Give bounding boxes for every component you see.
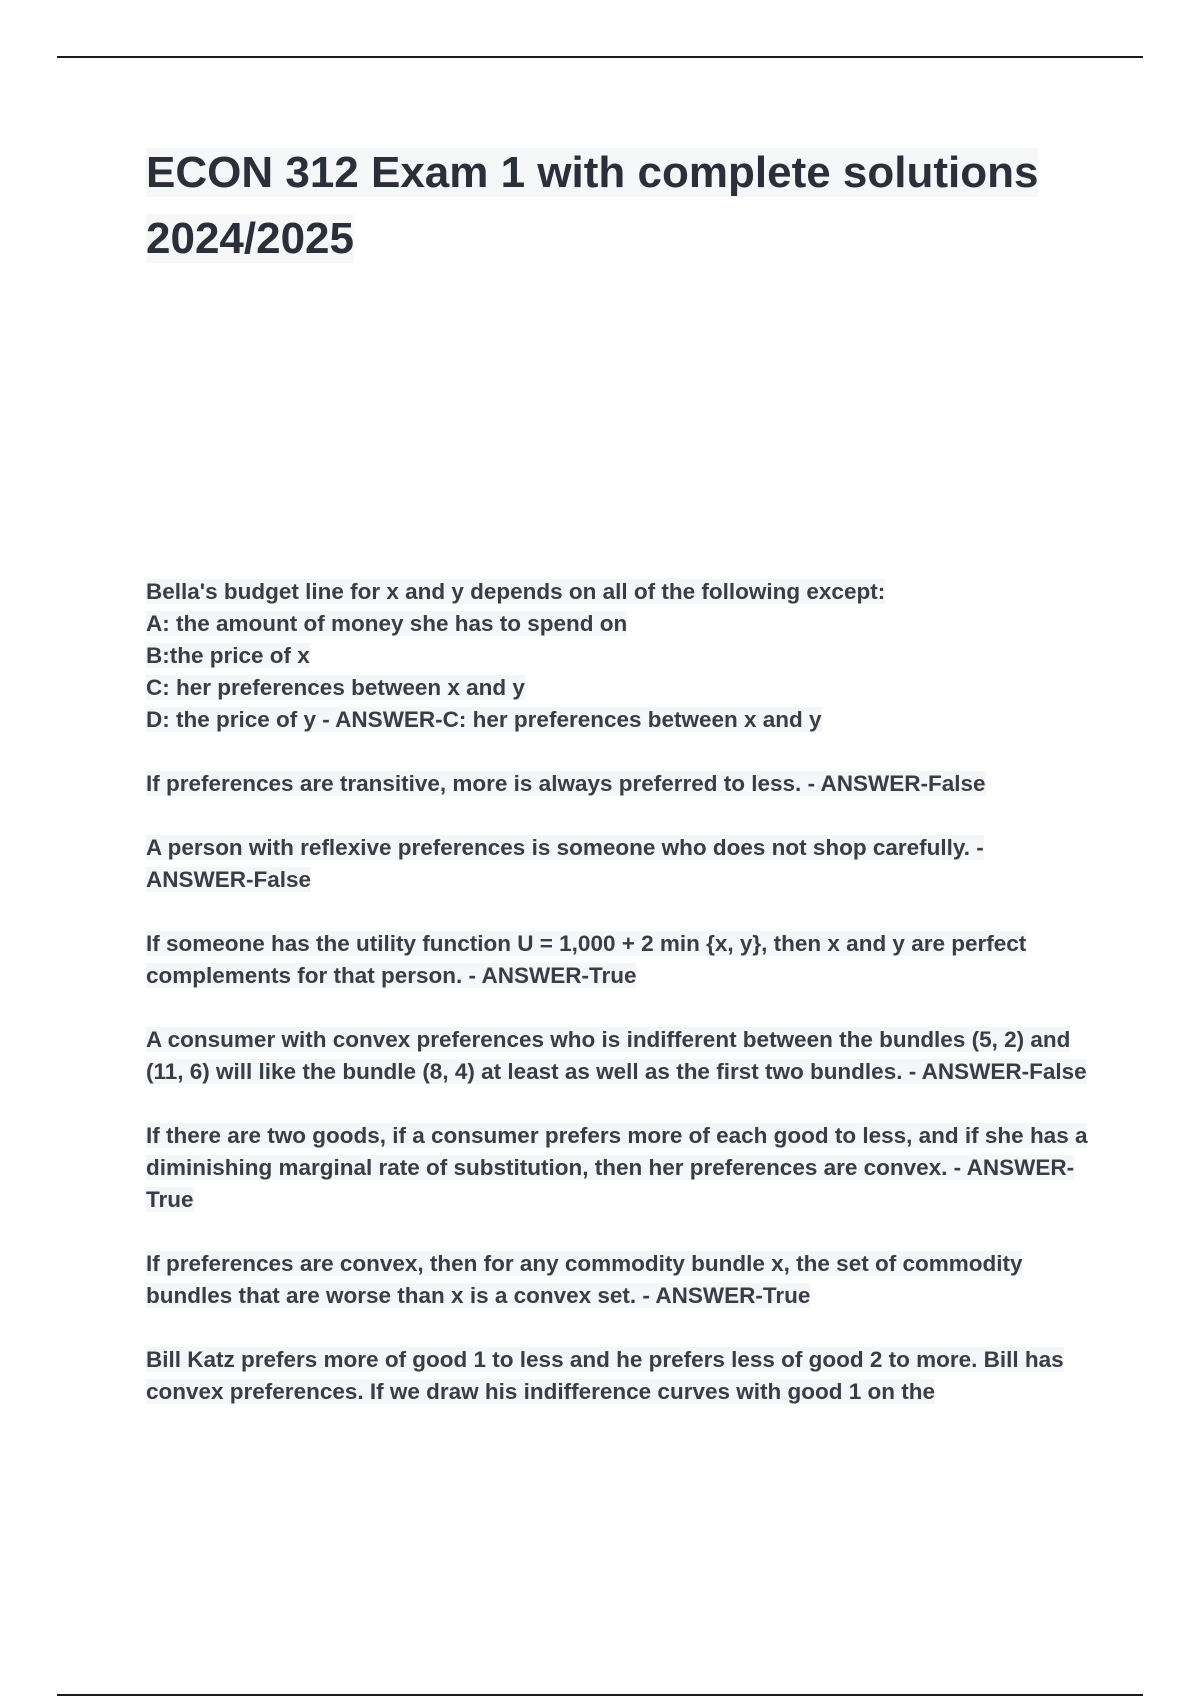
question-answer-5: A consumer with convex preferences who is indifferent between the bundles (5, 2) and (11, 6) will like the bundle (8, 4) at least as well as the first two bundles. - ANSWER-False [146, 1027, 1087, 1084]
question-answer-1: Bella's budget line for x and y depends on all of the following except: A: the amount of money she has to spend on B:the price of x C: her preferences between x and y D: the price of y - ANSWER-C: her preferences between x and y [146, 579, 886, 732]
top-rule [57, 56, 1143, 58]
question-answer-2: If preferences are transitive, more is always preferred to less. - ANSWER-False [146, 771, 986, 796]
document-body [146, 140, 1096, 1440]
question-answer-7: If preferences are convex, then for any commodity bundle x, the set of commodity bundles that are worse than x is a convex set. - ANSWER-True [146, 1251, 1023, 1308]
question-list [146, 576, 1096, 1408]
question-answer-4: If someone has the utility function U = 1,000 + 2 min {x, y}, then x and y are perfect complements for that person. - ANSWER-True [146, 931, 1027, 988]
question-answer-8: Bill Katz prefers more of good 1 to less and he prefers less of good 2 to more. Bill has convex preferences. If we draw his indifference curves with good 1 on the [146, 1347, 1064, 1404]
question-answer-6: If there are two goods, if a consumer prefers more of each good to less, and if she has a diminishing marginal rate of substitution, then her preferences are convex. - ANSWER-True [146, 1123, 1088, 1212]
question-answer-3: A person with reflexive preferences is someone who does not shop carefully. - ANSWER-False [146, 835, 984, 892]
document-title: ECON 312 Exam 1 with complete solutions 2024/2025 [146, 148, 1039, 263]
bottom-rule [57, 1694, 1143, 1696]
